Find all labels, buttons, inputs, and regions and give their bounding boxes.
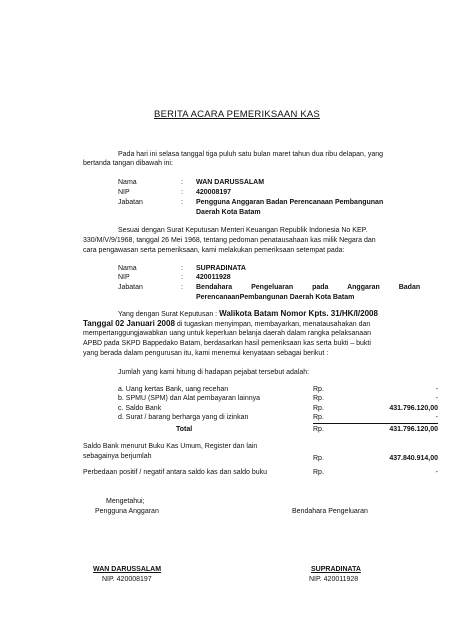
item-b-value: - xyxy=(435,395,438,402)
item-c-rp: Rp. xyxy=(313,405,324,412)
diff-rp: Rp. xyxy=(313,469,324,476)
item-c-value: 431.796.120,00 xyxy=(389,405,438,412)
item-a-rp: Rp. xyxy=(313,386,324,393)
item-a-value: - xyxy=(435,386,438,393)
para3-line-4: APBD pada SKPD Bappedako Batam, berdasarkan hasil pemeriksaan kas serta bukti – bukti xyxy=(83,340,371,347)
signature-right-nip: NIP. 420011928 xyxy=(309,576,359,583)
para3-line-1 xyxy=(118,309,378,319)
para3-line-2-text: di tugaskan menyimpan, membayarkan, menatausahakan dan xyxy=(174,321,371,328)
p2-jabatan-line-2: PerencanaanPembangunan Daerah Kota Batam xyxy=(196,294,355,301)
diff-value: - xyxy=(435,469,438,476)
document-title: BERITA ACARA PEMERIKSAAN KAS xyxy=(154,109,320,120)
count-intro: Jumlah yang kami hitung di hadapan pejabat tersebut adalah: xyxy=(118,369,310,376)
p1-nip-label: NIP xyxy=(118,189,130,196)
para2-line-3: cara pengawasan serta pemeriksaan, kami melakukan pemeriksaan setempat pada: xyxy=(83,247,345,254)
item-b-rp: Rp. xyxy=(313,395,324,402)
para2-line-2: 330/M/V/9/1968, tanggal 26 Mei 1968, tentang pedoman penatausahaan kas milik Negara dan xyxy=(83,237,376,244)
diff-label: Perbedaan positif / negatif antara saldo kas dan saldo buku xyxy=(83,469,268,476)
item-d-value: - xyxy=(435,414,438,421)
signature-left-name: WAN DARUSSALAM xyxy=(93,566,162,573)
p2-nama-value: SUPRADINATA xyxy=(196,265,246,272)
p1-jabatan-colon: : xyxy=(181,199,183,206)
p1-nama-label: Nama xyxy=(118,179,137,186)
p1-jabatan-line-1: Pengguna Anggaran Badan Perencanaan Pembangunan xyxy=(196,199,384,206)
p2-nip-label: NIP xyxy=(118,274,130,281)
para3-line-5: yang berada dalam pengurusan itu, kami menemui kenyataan sebagai berikut : xyxy=(83,350,329,357)
p2-nip-colon: : xyxy=(181,274,183,281)
total-label: Total xyxy=(176,426,193,433)
p1-nama-colon: : xyxy=(181,179,183,186)
saldo-line-1: Saldo Bank menurut Buku Kas Umum, Register dan lain xyxy=(83,443,258,450)
para2-line-1: Sesuai dengan Surat Keputusan Menteri Keuangan Republik Indonesia No KEP. xyxy=(118,227,368,234)
saldo-rp: Rp. xyxy=(313,455,324,462)
para3-line-2 xyxy=(83,319,370,329)
item-d-label: d. Surat / barang berharga yang di izinkan xyxy=(118,414,249,421)
signature-left-nip: NIP. 420008197 xyxy=(102,576,152,583)
p2-jabatan-colon: : xyxy=(181,284,183,291)
p2-jabatan-line-1: Bendahara Pengeluaran pada Anggaran Badan xyxy=(196,284,421,291)
p1-nip-value: 420008197 xyxy=(196,189,232,196)
signature-right-name: SUPRADINATA xyxy=(311,566,361,573)
signature-mengetahui: Mengetahui; xyxy=(106,498,145,505)
p1-nip-colon: : xyxy=(181,189,183,196)
signature-right-role: Bendahara Pengeluaran xyxy=(292,508,368,515)
item-c-label: c. Saldo Bank xyxy=(118,405,162,412)
para3-decree-date: Tanggal 02 Januari 2008 xyxy=(83,319,175,328)
p1-jabatan-line-2: Daerah Kota Batam xyxy=(196,209,261,216)
para3-line-3: mempertanggungjawabkan uang untuk keperluan belanja daerah dalam rangka pelaksanaan xyxy=(83,330,371,337)
p1-nama-value: WAN DARUSSALAM xyxy=(196,179,265,186)
total-divider xyxy=(313,423,438,424)
saldo-line-2: sebagainya berjumlah xyxy=(83,453,152,460)
total-value: 431.796.120,00 xyxy=(389,426,438,433)
saldo-value: 437.840.914,00 xyxy=(389,455,438,462)
item-d-rp: Rp. xyxy=(313,414,324,421)
p2-jabatan-label: Jabatan xyxy=(118,284,143,291)
p2-nip-value: 420011928 xyxy=(196,274,231,281)
p2-nama-label: Nama xyxy=(118,265,137,272)
opening-line-2: bertanda tangan dibawah ini: xyxy=(83,160,173,167)
signature-left-role: Pengguna Anggaran xyxy=(95,508,159,515)
opening-line-1: Pada hari ini selasa tanggal tiga puluh satu bulan maret tahun dua ribu delapan, yang xyxy=(118,151,384,158)
p1-jabatan-label: Jabatan xyxy=(118,199,143,206)
item-b-label: b. SPMU (SPM) dan Alat pembayaran lainnya xyxy=(118,395,261,402)
item-a-label: a. Uang kertas Bank, uang recehan xyxy=(118,386,229,393)
total-rp: Rp. xyxy=(313,426,324,433)
para3-line-1-text: Yang dengan Surat Keputusan : xyxy=(118,311,220,318)
para3-decree-ref: Walikota Batam Nomor Kpts. 31/HK/I/2008 xyxy=(219,309,378,318)
p2-nama-colon: : xyxy=(181,265,183,272)
